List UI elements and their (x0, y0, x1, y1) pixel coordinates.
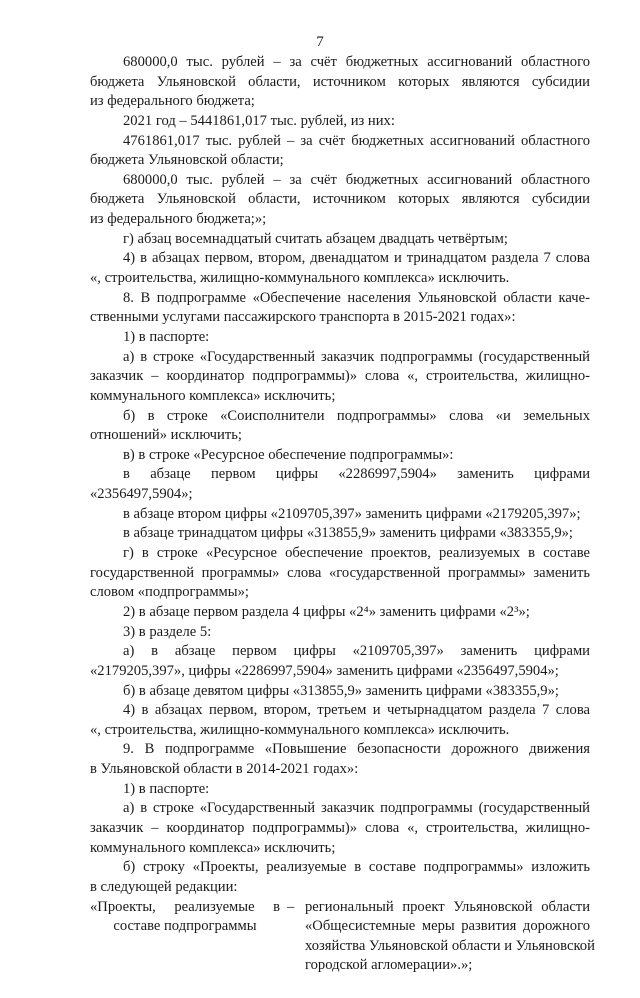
page-number: 7 (316, 34, 324, 50)
text-line: 4) в абзацах первом, втором, третьем и четырнадцатом раздела 7 слова (123, 702, 590, 719)
table-right-line: «Общесистемные меры развития дорожного (305, 918, 590, 935)
text-line: «, строительства, жилищно-коммунального комплекса» исключить. (90, 721, 510, 738)
text-line: словом «подпрограммы»; (90, 584, 249, 601)
text-line: бюджета Ульяновской области, источником которых являются субсидии (90, 73, 590, 90)
text-line: государственной программы» слова «государственной программы» заменить (90, 564, 590, 581)
text-line: из федерального бюджета;»; (90, 211, 267, 228)
text-line: в следующей редакции: (90, 878, 238, 895)
text-line: 3) в разделе 5: (123, 623, 212, 640)
text-line: 680000,0 тыс. рублей – за счёт бюджетных ассигнований областного (123, 171, 590, 188)
text-line: заказчик – координатор подпрограммы)» слова «, строительства, жилищно- (90, 368, 590, 385)
text-line: а) в строке «Государственный заказчик подпрограммы (государственный (123, 348, 590, 365)
table-dash (287, 898, 299, 918)
text-line: а) в абзаце первом цифры «2109705,397» заменить цифрами (123, 643, 590, 660)
text-line: г) абзац восемнадцатый считать абзацем двадцать четвёртым; (123, 230, 508, 247)
table-right-line: хозяйства Ульяновской области и Ульяновской (305, 937, 595, 954)
text-line: заказчик – координатор подпрограммы)» слова «, строительства, жилищно- (90, 819, 590, 836)
text-line: 2021 год – 5441861,017 тыс. рублей, из них: (123, 112, 395, 129)
text-line: «2356497,5904»; (90, 486, 193, 503)
text-line: 4) в абзацах первом, втором, двенадцатом и тринадцатом раздела 7 слова (123, 250, 590, 267)
text-line: 1) в паспорте: (123, 328, 210, 345)
table-left-line: «Проекты, реализуемые в (90, 898, 280, 915)
text-line: б) в абзаце девятом цифры «313855,9» заменить цифрами «383355,9»; (123, 682, 559, 699)
text-line: в абзаце тринадцатом цифры «313855,9» заменить цифрами «383355,9»; (123, 525, 573, 542)
text-line: б) в строке «Соисполнители подпрограммы» слова «и земельных (123, 407, 590, 424)
document-body (90, 53, 595, 998)
text-line: коммунального комплекса» исключить; (90, 387, 336, 404)
table-right-line: региональный проект Ульяновской области (305, 898, 590, 915)
text-line: «, строительства, жилищно-коммунального комплекса» исключить. (90, 270, 510, 287)
text-line: 2) в абзаце первом раздела 4 цифры «2⁴» заменить цифрами «2³»; (123, 603, 530, 620)
text-line: «2179205,397», цифры «2286997,5904» заменить цифрами «2356497,5904»; (90, 662, 559, 679)
table-right-cell (305, 898, 595, 977)
text-line: 680000,0 тыс. рублей – за счёт бюджетных ассигнований областного (123, 54, 590, 70)
text-line: в абзаце втором цифры «2109705,397» заменить цифрами «2179205,397»; (123, 505, 581, 522)
table-right-line: городской агломерации».»; (305, 957, 473, 974)
text-line: в) в строке «Ресурсное обеспечение подпрограммы»: (123, 446, 454, 463)
text-line: в абзаце первом цифры «2286997,5904» заменить цифрами (123, 466, 590, 483)
table-left-cell (90, 898, 280, 937)
text-line: ственными услугами пассажирского транспорта в 2015-2021 годах»: (90, 309, 516, 326)
text-line: в Ульяновской области в 2014-2021 годах»: (90, 761, 359, 778)
text-line: 1) в паспорте: (123, 780, 210, 797)
text-line: отношений» исключить; (90, 427, 242, 444)
text-line: бюджета Ульяновской области; (90, 152, 284, 169)
text-line: бюджета Ульяновской области, источником которых являются субсидии (90, 191, 590, 208)
text-line: коммунального комплекса» исключить; (90, 839, 336, 856)
text-line: 8. В подпрограмме «Обеспечение населения Ульяновской области каче- (123, 289, 590, 306)
text-line: из федерального бюджета; (90, 93, 255, 110)
text-line: 4761861,017 тыс. рублей – за счёт бюджетных ассигнований областного (123, 132, 590, 149)
text-line: б) строку «Проекты, реализуемые в составе подпрограммы» изложить (123, 859, 590, 876)
text-line: г) в строке «Ресурсное обеспечение проектов, реализуемых в составе (123, 545, 590, 562)
projects-table (90, 898, 595, 998)
text-line: 9. В подпрограмме «Повышение безопасности дорожного движения (123, 741, 590, 758)
dash-mark: – (287, 898, 295, 915)
text-line: а) в строке «Государственный заказчик подпрограммы (государственный (123, 800, 590, 817)
table-left-line: составе подпрограммы (113, 918, 257, 935)
